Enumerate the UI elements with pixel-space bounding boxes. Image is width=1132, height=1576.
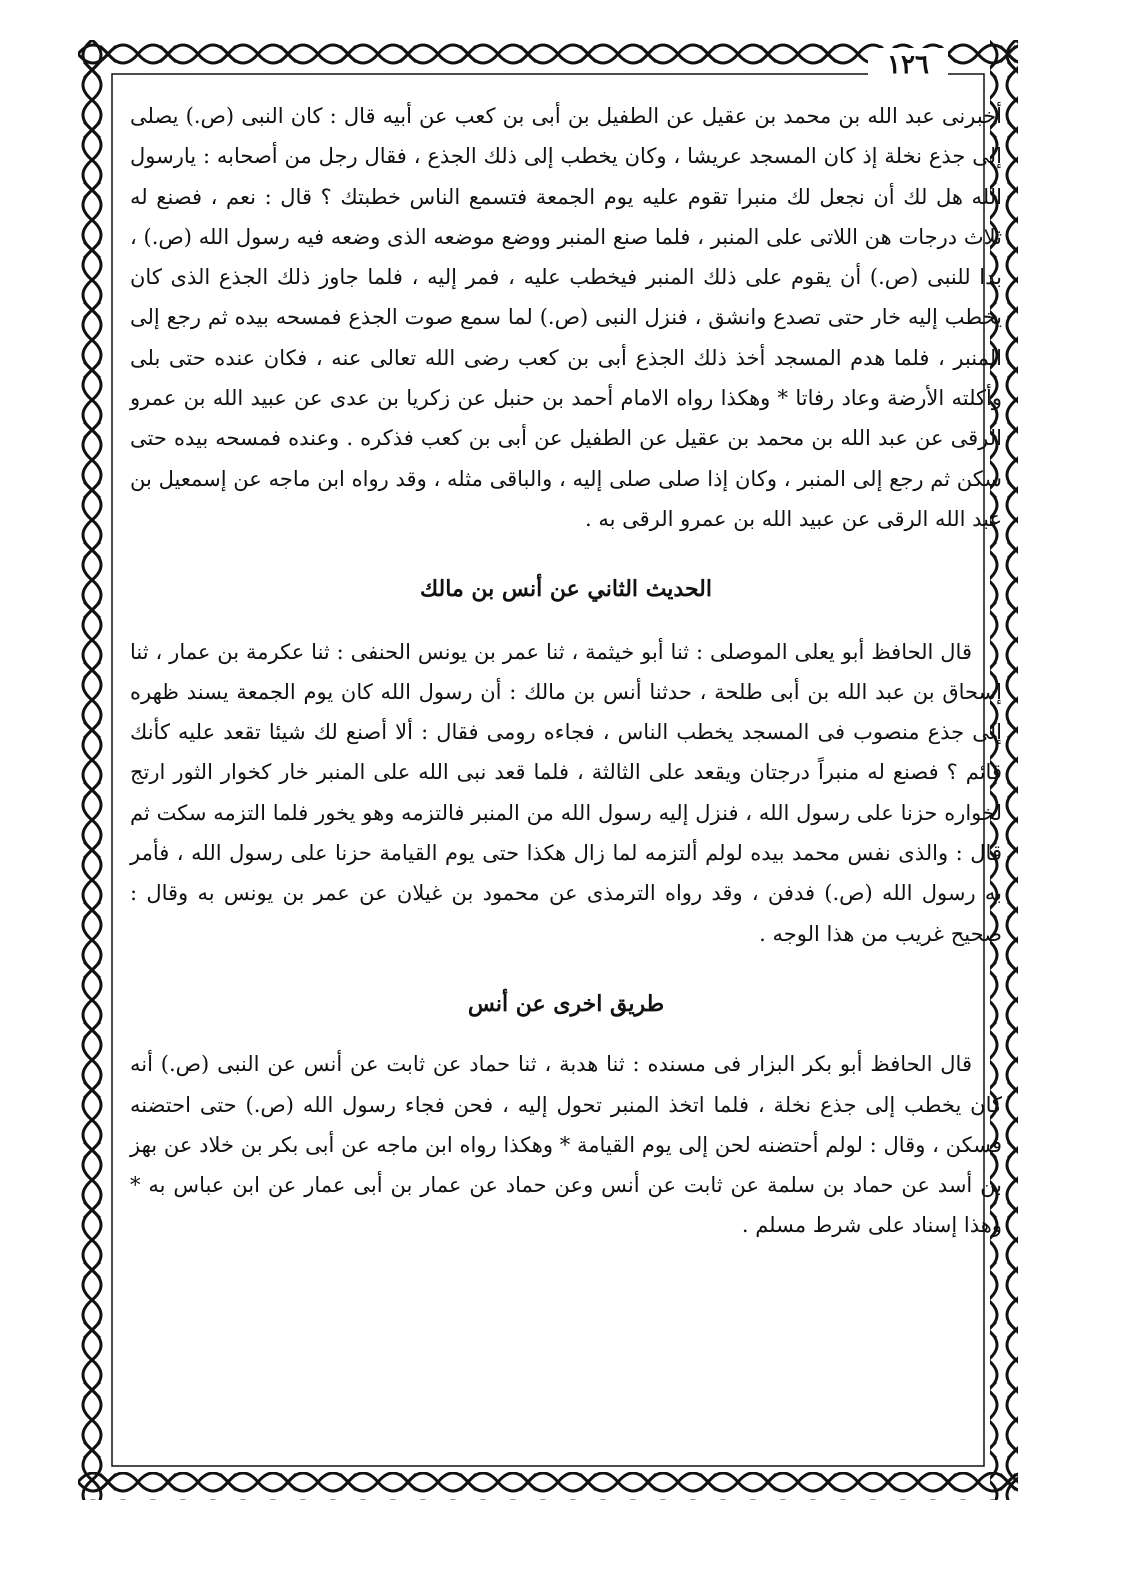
paragraph-1: أخبرنى عبد الله بن محمد بن عقيل عن الطفيل بن أبى بن كعب عن أبيه قال : كان النبى (ص.) يصلى إلى جذع نخلة إذ كان المسجد عريشا ، وكان يخطب إلى ذلك الجذع ، فقال رجل من أصحابه : يارسول الله هل لك أن نجعل لك منبرا تقوم عليه يوم الجمعة فتسمع الناس خطبتك ؟ قال : نعم ، فصنع له ثلاث درجات هن اللاتى على المنبر ، فلما صنع المنبر ووضع موضعه الذى وضعه فيه رسول الله (ص.) ، بدا للنبى (ص.) أن يقوم على ذلك المنبر فيخطب عليه ، فمر إليه ، فلما جاوز ذلك الجذع الذى كان يخطب إليه خار حتى تصدع وانشق ، فنزل النبى (ص.) لما سمع صوت الجذع فمسحه بيده ثم رجع إلى المنبر ، فلما هدم المسجد أخذ ذلك الجذع أبى بن كعب رضى الله تعالى عنه ، فكان عنده حتى بلى وأكلته الأرضة وعاد رفاتا * وهكذا رواه الامام أحمد بن حنبل عن زكريا بن عدى عن عبيد الله بن عمرو الرقى عن عبد الله بن محمد بن عقيل عن الطفيل عن أبى بن كعب فذكره . وعنده فمسحه بيده حتى سكن ثم رجع إلى المنبر ، وكان إذا صلى صلى إليه ، والباقى مثله ، وقد رواه ابن ماجه عن إسمعيل بن عبد الله الرقى عن عبيد الله بن عمرو الرقى به .: [130, 104, 1003, 531]
section-heading-1: الحديث الثاني عن أنس بن مالك: [420, 576, 712, 603]
page-number: ١٢٦: [868, 48, 948, 82]
paragraph-2: قال الحافظ أبو يعلى الموصلى : ثنا أبو خيثمة ، ثنا عمر بن يونس الحنفى : ثنا عكرمة بن عمار ، ثنا إسحاق بن عبد الله بن أبى طلحة ، حدثنا أنس بن مالك : أن رسول الله كان يوم الجمعة يسند ظهره إلى جذع منصوب فى المسجد يخطب الناس ، فجاءه رومى فقال : ألا أصنع لك شيئا تقعد عليه كأنك قائم ؟ فصنع له منبراً درجتان ويقعد على الثالثة ، فلما قعد نبى الله على المنبر خار كخوار الثور ارتج لخواره حزنا على رسول الله ، فنزل إليه رسول الله من المنبر فالتزمه وهو يخور فلما التزمه سكت ثم قال : والذى نفس محمد بيده لولم ألتزمه لما زال هكذا حتى يوم القيامة حزنا على رسول الله ، فأمر به رسول الله (ص.) فدفن ، وقد رواه الترمذى عن محمود بن غيلان عن عمر بن يونس به وقال : صحيح غريب من هذا الوجه .: [130, 639, 1002, 946]
section-heading-2: طريق اخرى عن أنس: [467, 990, 665, 1017]
paragraph-3: قال الحافظ أبو بكر البزار فى مسنده : ثنا هدبة ، ثنا حماد عن ثابت عن أنس عن النبى (ص.) أنه كان يخطب إلى جذع نخلة ، فلما اتخذ المنبر تحول إليه ، فحن فجاء رسول الله (ص.) حتى احتضنه فسكن ، وقال : لولم أحتضنه لحن إلى يوم القيامة * وهكذا رواه ابن ماجه عن أبى بكر بن خلاد عن بهز بن أسد عن حماد بن سلمة عن ثابت عن أنس وعن حماد عن عمار بن أبى عمار عن ابن عباس به * وهذا إسناد على شرط مسلم .: [130, 1052, 1002, 1238]
page-body: [130, 96, 1002, 1426]
